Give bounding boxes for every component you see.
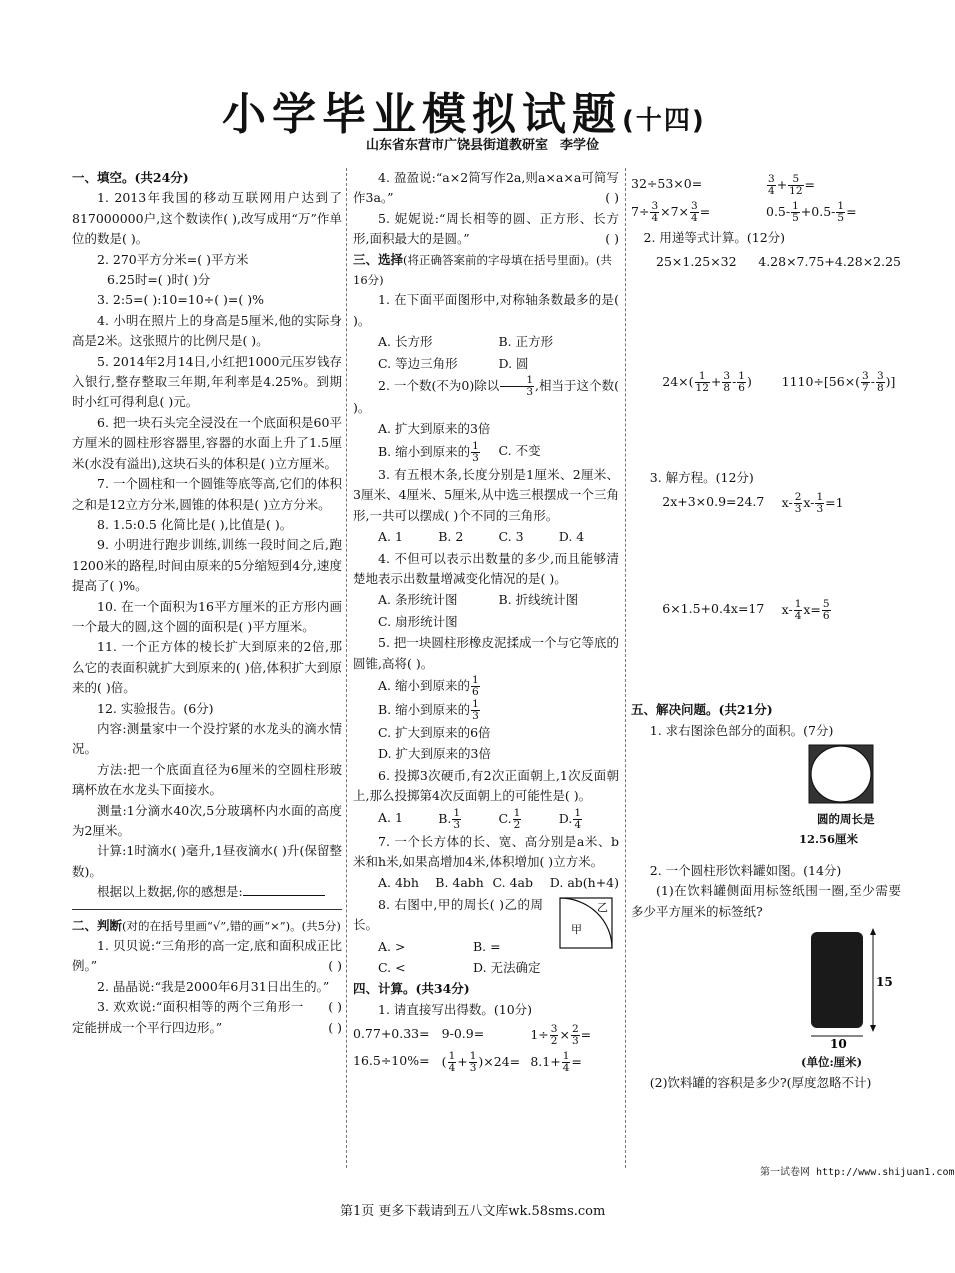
can-body [811, 932, 863, 1028]
compute-q3-row-2 [631, 599, 901, 622]
compute-q2-c: 24×( $\frac{1}{12}$ + $\frac{3}{8}$ - $\frac{1}{6}$ ) [662, 369, 752, 394]
fill-q8: 8. 1.5:0.5 化简比是( ),比值是( )。 [97, 516, 293, 532]
fill-q9: 9. 小明进行跑步训练,训练一段时间之后,跑1200米的路程,时间由原来的5分缩短到4分,速度提高了( )%。 [72, 537, 342, 594]
choice-q4-options-1 [378, 590, 619, 610]
fill-q7: 7. 一个圆柱和一个圆锥等底等高,它们的体积之和是12立方分米,圆锥的体积是( )立方分米。 [72, 476, 342, 512]
column-2 [353, 168, 619, 1078]
choice-q3-options [378, 527, 619, 547]
choice-q5-opt-b: B. 缩小到原来的 [378, 701, 471, 717]
fraction: $\frac{1}{6}$ [471, 673, 479, 698]
compute-q2-row-1 [631, 252, 901, 272]
fraction: $\frac{1}{3}$ [500, 375, 534, 398]
judge-q1-row [72, 936, 342, 977]
choice-q5-options-4 [378, 744, 619, 764]
choice-q5-opt-a: A. 缩小到原来的 [378, 677, 470, 693]
fill-q2b: 6.25时=( )时( )分 [107, 272, 211, 288]
compute-q1: 1. 请直接写出得数。(10分) [378, 1001, 533, 1017]
choice-q6: 6. 投掷3次硬币,有2次正面朝上,1次反面朝上,那么投掷第4次反面朝上的可能性是( )。 [353, 767, 619, 804]
choice-q8-opt-a[interactable]: A. > [378, 938, 406, 954]
fraction: $\frac{1}{3}$ [453, 806, 461, 831]
choice-q2-pre: 2. 一个数(不为0)除以 [378, 378, 500, 394]
fill-q12-content: 内容:测量家中一个没拧紧的水龙头的滴水情况。 [72, 720, 342, 757]
compute-row-3 [631, 174, 901, 197]
fill-q5: 5. 2014年2月14日,小红把1000元压岁钱存入银行,整存整取三年期,年利率是4.25%。到期时小红可得利息( )元。 [72, 353, 342, 410]
arrow-up-icon [870, 928, 876, 935]
equation-4: x- $\frac{1}{4}$ x= $\frac{5}{6}$ [781, 598, 830, 623]
judge-q4-paren[interactable]: ( ) [605, 190, 619, 206]
choice-q2-opt-b-row[interactable] [378, 441, 499, 464]
choice-heading-row [353, 250, 619, 291]
choice-q4-opt-a[interactable]: A. 条形统计图 [378, 592, 458, 608]
fill-q2a: 2. 270平方分米=( )平方米 [97, 251, 249, 267]
fill-heading: 一、填空。(共24分) [72, 170, 189, 185]
choice-q4-opt-c[interactable]: C. 扇形统计图 [378, 613, 458, 629]
title-sub: (十四) [622, 106, 706, 136]
compute-row-4 [631, 201, 901, 224]
figure-label-yi: 乙 [597, 900, 608, 914]
judge-q4: 4. 盈盈说:“a×2简写作2a,则a×a×a可简写作3a。” [353, 170, 619, 206]
calc-10: 0.5- $\frac{1}{5}$ +0.5- $\frac{1}{5}$ = [766, 200, 857, 224]
choice-q8-options-1 [378, 937, 568, 957]
judge-q2: 2. 晶晶说:“我是2000年6月31日出生的。” [97, 978, 330, 994]
choice-q5-options-2 [378, 699, 619, 722]
judge-q5-row [353, 209, 619, 250]
choice-q3-opt-a[interactable]: A. 1 [378, 529, 403, 545]
calc-3: 1÷ $\frac{3}{2}$ × $\frac{2}{3}$ = [530, 1023, 592, 1048]
judge-heading-note: (对的在括号里画“√”,错的画“×”)。(共5分) [122, 918, 341, 933]
column-3 [631, 168, 901, 1093]
choice-q5-opt-d[interactable]: D. 扩大到原来的3倍 [378, 746, 491, 762]
column-divider-2 [625, 168, 626, 1168]
compute-q3-row-1 [631, 492, 901, 515]
work-space [631, 277, 901, 367]
judge-q1-paren[interactable]: ( ) [328, 958, 342, 974]
judge-q3: 3. 欢欢说:“面积相等的两个三角形一定能拼成一个平行四边形。” [72, 999, 304, 1035]
can-figure-block [631, 922, 901, 1052]
solve-q1-caption2: 12.56厘米 [799, 832, 859, 847]
compute-row-1 [353, 1024, 619, 1047]
can-diameter-label: 10 [830, 1037, 847, 1052]
choice-q8-opt-d[interactable]: D. 无法确定 [473, 960, 541, 975]
title-main: 小学毕业模拟试题 [222, 89, 622, 140]
choice-q1-opt-d[interactable]: D. 圆 [498, 355, 529, 371]
work-space [631, 626, 901, 700]
choice-q3-opt-d[interactable]: D. 4 [558, 529, 585, 545]
author-name: 李学俭 [560, 138, 600, 153]
circle-in-square-figure [807, 743, 877, 807]
fill-q3: 3. 2:5=( ):10=10÷( )=( )% [97, 292, 264, 308]
choice-q2-opt-a[interactable]: A. 扩大到原来的3倍 [378, 421, 491, 437]
choice-q5-opt-a-row[interactable] [378, 675, 619, 698]
quarter-circle-figure [559, 897, 615, 951]
judge-q5: 5. 妮妮说:“周长相等的圆、正方形、长方形,面积最大的是圆。” [353, 210, 619, 247]
choice-heading-note: (将正确答案前的字母填在括号里面)。(共16分) [353, 252, 612, 288]
judge-q4-row [353, 168, 619, 209]
answer-blank[interactable] [243, 883, 325, 896]
judge-heading-row [72, 916, 342, 936]
calc-8: $\frac{3}{4}$ + $\frac{5}{12}$ = [768, 173, 816, 197]
choice-q4: 4. 不但可以表示出数量的多少,而且能够清楚地表示出数量增减变化情况的是( )。 [353, 550, 619, 586]
choice-q8-opt-c[interactable]: C. < [378, 960, 406, 975]
choice-q5-opt-b-row[interactable] [378, 699, 619, 722]
arrow-down-icon [870, 1025, 876, 1032]
fill-q10: 10. 在一个面积为16平方厘米的正方形内画一个最大的圆,这个圆的面积是( )平方厘米。 [72, 598, 342, 634]
fill-q12-feel: 根据以上数据,你的感想是: [97, 884, 243, 900]
compute-q2-row-2 [631, 371, 901, 394]
choice-q6-opt-a[interactable]: A. 1 [378, 809, 403, 825]
compute-q2-d: 1110÷[56×( $\frac{3}{7}$ - $\frac{3}{8}$ )] [781, 369, 896, 394]
compute-row-2 [353, 1051, 619, 1074]
choice-q3-opt-b[interactable]: B. 2 [438, 529, 464, 545]
choice-q3-opt-c[interactable]: C. 3 [498, 529, 524, 545]
choice-q4-opt-b[interactable]: B. 折线统计图 [498, 592, 579, 608]
fraction: $\frac{1}{3}$ [472, 697, 479, 722]
judge-q2-paren[interactable]: ( ) [328, 999, 342, 1015]
calc-7: 32÷53×0= [631, 176, 703, 191]
solve-q2-1: (1)在饮料罐侧面用标签纸围一圈,至少需要多少平方厘米的标签纸? [631, 883, 901, 919]
compute-q3: 3. 解方程。(12分) [649, 469, 754, 485]
choice-q6-opt-d-row[interactable] [559, 808, 619, 831]
choice-q5-opt-c[interactable]: C. 扩大到原来的6倍 [378, 724, 491, 740]
author-org: 山东省东营市广饶县街道教研室 [366, 138, 549, 153]
equation-2: x- $\frac{2}{3}$ x- $\frac{1}{3}$ =1 [781, 491, 844, 516]
calc-5: ( $\frac{1}{4}$ + $\frac{1}{3}$ )×24= [441, 1050, 521, 1075]
choice-q5: 5. 把一块圆柱形橡皮泥揉成一个与它等底的圆锥,高将( )。 [353, 635, 619, 671]
fill-q12-feel-row [72, 882, 342, 902]
author-line [366, 134, 599, 153]
choice-q5-options-3 [378, 723, 619, 743]
choice-q7-opt-b[interactable]: B. 4abh [435, 875, 484, 891]
fraction: $\frac{1}{4}$ [574, 806, 581, 831]
choice-q4-options-2 [378, 612, 619, 632]
fill-q12-measure: 测量:1分滴水40次,5分玻璃杯内水面的高度为2厘米。 [72, 802, 342, 838]
fraction: $\frac{1}{2}$ [513, 806, 521, 831]
judge-q2-row [72, 977, 342, 1015]
calc-9: 7÷ $\frac{3}{4}$ ×7× $\frac{3}{4}$ = [631, 200, 711, 224]
choice-q1-options-2 [378, 354, 619, 374]
judge-q3-paren[interactable]: ( ) [328, 1019, 342, 1035]
choice-q1-options-1 [378, 332, 619, 352]
judge-q5-paren[interactable]: ( ) [605, 231, 619, 247]
choice-q6-opt-c: C. [498, 810, 512, 826]
choice-q2-opt-c[interactable]: C. 不变 [498, 442, 541, 458]
section-divider [72, 909, 342, 910]
choice-q8: 8. 右图中,甲的周长( )乙的周长。 [353, 896, 543, 933]
fill-q12-method: 方法:把一个底面直径为6厘米的空圆柱形玻璃杯放在水龙头下面接水。 [72, 761, 342, 798]
choice-q7-opt-a[interactable]: A. 4bh [378, 875, 419, 891]
equation-3: 6×1.5+0.4x=17 [662, 601, 765, 617]
fill-q1: 1. 2013年我国的移动互联网用户达到了817000000户,这个数读作( ),改写成用“万”作单位的数是( )。 [72, 190, 342, 247]
compute-q2: 2. 用递等式计算。(12分) [643, 230, 786, 245]
calc-1: 0.77+0.33= [353, 1026, 430, 1042]
compute-q2-b: 4.28×7.75+4.28×2.25 [758, 254, 901, 270]
fill-q11: 11. 一个正方体的棱长扩大到原来的2倍,那么它的表面积就扩大到原来的( )倍,体积扩大到原来的( )倍。 [72, 639, 342, 696]
choice-q8-block [353, 895, 619, 979]
column-divider-1 [346, 168, 347, 1168]
choice-q2-opt-b: B. 缩小到原来的 [378, 443, 471, 459]
fill-q4: 4. 小明在照片上的身高是5厘米,他的实际身高是2米。这张照片的比例尺是( )。 [72, 312, 342, 349]
solve-heading: 五、解决问题。(共21分) [631, 702, 773, 718]
choice-q1-opt-a[interactable]: A. 长方形 [378, 334, 433, 350]
solve-q2-2: (2)饮料罐的容积是多少?(厚度忽略不计) [649, 1074, 872, 1090]
judge-q1: 1. 贝贝说:“三角形的高一定,底和面积成正比例。” [72, 938, 342, 974]
choice-q1: 1. 在下面平面图形中,对称轴条数最多的是( )。 [353, 292, 619, 328]
work-space [631, 398, 901, 468]
fill-q12-calc: 计算:1时滴水( )毫升,1昼夜滴水( )升(保留整数)。 [72, 843, 342, 879]
compute-q2-a: 25×1.25×32 [656, 254, 737, 270]
choice-q8-opt-b[interactable]: B. = [473, 938, 501, 954]
choice-q6-opt-c-row[interactable] [499, 808, 559, 831]
equation-1: 2x+3×0.9=24.7 [662, 494, 765, 510]
calc-6: 8.1+ $\frac{1}{4}$ = [530, 1050, 582, 1075]
can-height-label: 15 [876, 975, 893, 990]
choice-q1-opt-c[interactable]: C. 等边三角形 [378, 355, 458, 371]
calc-4: 16.5÷10%= [353, 1053, 430, 1069]
choice-q7-opt-c[interactable]: C. 4ab [492, 875, 534, 891]
can-unit-label: (单位:厘米) [801, 1055, 863, 1070]
solve-q1: 1. 求右图涂色部分的面积。(7分) [649, 722, 834, 738]
site-watermark: 第一试卷网 http://www.shijuan1.com [760, 1167, 955, 1178]
judge-q3-row [72, 997, 342, 1038]
choice-q2-options-2 [378, 441, 619, 464]
choice-q2-options-1 [378, 419, 619, 439]
column-1 [72, 168, 342, 1038]
choice-q5-options-1 [378, 675, 619, 698]
compute-heading: 四、计算。(共34分) [353, 981, 470, 997]
choice-q2-post: ,相当于这个数( )。 [353, 378, 619, 416]
judge-heading: 二、判断 [72, 917, 123, 933]
fill-q6: 6. 把一块石头完全浸没在一个底面积是60平方厘米的圆柱形容器里,容器的水面上升了1.5厘米(水没有溢出),这块石头的体积是( )立方厘米。 [72, 414, 342, 471]
choice-q6-opt-b: B. [438, 810, 452, 826]
fill-q12: 12. 实验报告。(6分) [97, 700, 214, 716]
work-space [631, 519, 901, 595]
solve-q2: 2. 一个圆柱形饮料罐如图。(14分) [649, 863, 842, 879]
can-figure [797, 926, 893, 1052]
choice-q6-opt-b-row[interactable] [438, 808, 498, 831]
choice-q6-options [378, 808, 619, 831]
calc-2: 9-0.9= [441, 1026, 485, 1042]
solve-q1-caption1: 圆的周长是 [817, 812, 875, 827]
choice-q3: 3. 有五根木条,长度分别是1厘米、2厘米、3厘米、4厘米、5厘米,从中选三根摆成一个三角形,一共可以摆成( )个不同的三角形。 [353, 466, 619, 523]
inner-circle [811, 746, 871, 802]
choice-q1-opt-b[interactable]: B. 正方形 [498, 334, 554, 350]
choice-q6-opt-d: D. [558, 810, 573, 826]
choice-q7: 7. 一个长方体的长、宽、高分别是a米、b米和h米,如果高增加4米,体积增加( )立方米。 [353, 833, 619, 869]
solve-q1-figure-block [631, 741, 901, 853]
figure-label-jia: 甲 [571, 922, 582, 936]
choice-heading: 三、选择 [353, 251, 404, 267]
fraction: $\frac{1}{3}$ [472, 439, 479, 464]
choice-q7-options [378, 873, 619, 893]
choice-q2-row [353, 375, 619, 418]
choice-q7-opt-d[interactable]: D. ab(h+4) [549, 875, 620, 891]
choice-q8-options-2 [378, 958, 568, 978]
page-title [222, 78, 762, 140]
page-footer: 第1页 更多下载请到五八文库wk.58sms.com [340, 1204, 606, 1219]
